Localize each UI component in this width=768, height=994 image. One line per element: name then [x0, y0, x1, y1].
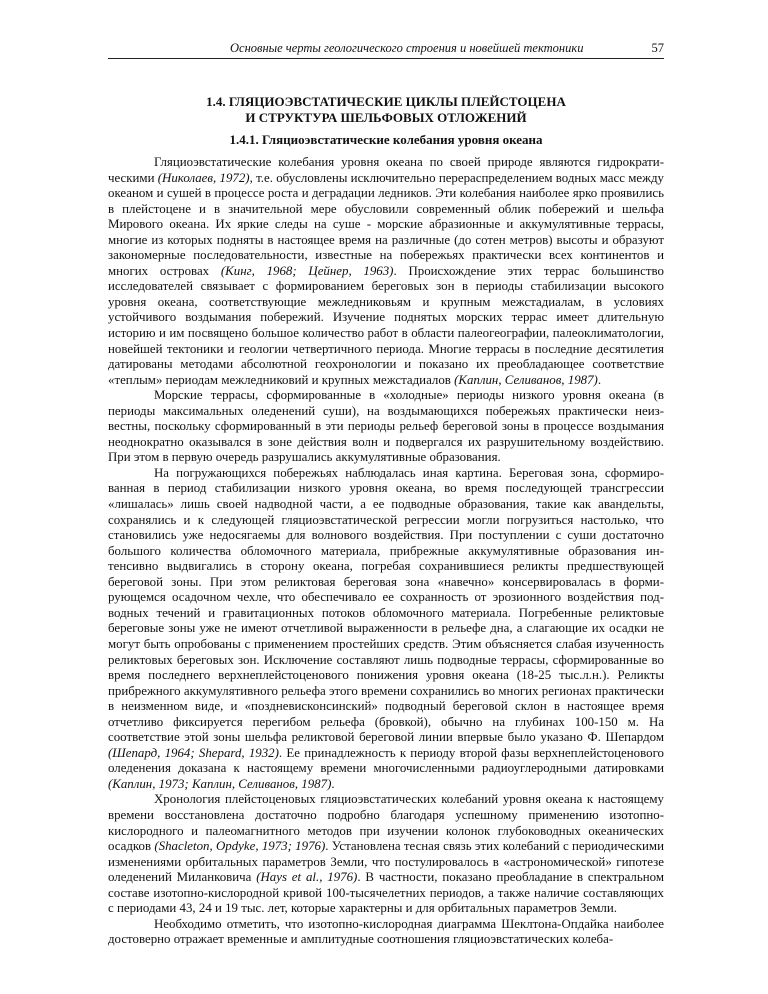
- citation: (Каплин, 1973; Каплин, Селиванов, 1987): [108, 776, 332, 791]
- text-run: Морские террасы, сформированные в «холодные» периоды низкого уровня океана (в периоды максимальных оледенений суши), на воздымающихся побережьях практически неизвестны, поскольку сформированный в эти периоды рельеф береговой зоны в процессе воздымания неоднократно оказывался в зоне действия волн и подвергался их разрушительному воздействию. При этом в первую очередь разрушались аккумулятивные образования.: [108, 388, 664, 465]
- text-run: . Происхождение этих террас большинство исследователей связывает с формированием береговых зон в периоды стабилизации высокого уровня океана, соответствующие межледниковьям и крупным межстадиалам, в условиях устойчивого воздымания побережий. Изучение поднятых морских террас имеет длительную историю и им посвящено большое количество работ в области палеогеографии, палеоклиматологии, новейшей тектоники и геологии четвертичного периода. Многие террасы в последние десятилетия датированы методами абсолютной геохронологии и показано их преобладающее соответствие «теплым» периодам межледниковий и крупных межстадиалов: [108, 263, 664, 387]
- paragraph: [108, 388, 664, 466]
- paragraph: [108, 792, 664, 916]
- paragraph: [108, 917, 664, 948]
- text-run: .: [331, 776, 335, 791]
- text-run: . В частности, показано преобладание в спектральном составе изотопно-кислородной кривой 100-тысячелетних периодов, а также наличие составляющих с периодами 43, 24 и 19 тыс. лет, которые характерны и для орбитальных параметров Земли.: [108, 870, 664, 916]
- section-title: [108, 94, 664, 126]
- page-number: 57: [651, 41, 664, 55]
- text-run: Необходимо отметить, что изотопно-кислородная диаграмма Шеклтона-Опдайка наиболее достоверно отражает временные и амплитудные соотношения гляциоэвстатических колеба-: [108, 916, 664, 947]
- section-title-line-1: 1.4. ГЛЯЦИОЭВСТАТИЧЕСКИЕ ЦИКЛЫ ПЛЕЙСТОЦЕНА: [206, 94, 566, 109]
- citation: (Николаев, 1972): [157, 170, 250, 185]
- body-text: [108, 155, 664, 948]
- text-run: , т.е. обусловлены исключительно перераспределением водных масс между океаном и сушей в процессе роста и деградации ледников. Эти колебания наиболее ярко проявились в плейстоцене и в значительной мере обусловили современный облик побережий и шельфа Мирового океана. Их яркие следы на суше - морские абразионные и аккумулятивные террасы, многие из которых подняты в настоящее время на различные (до сотен метров) высоты и образуют закономерные последовательности, известные на побережьях практически всех континентов и многих островах: [108, 170, 665, 278]
- text-run: .: [597, 372, 602, 387]
- text-run: . Установлена тесная связь этих колебаний с периодическими изменениями орбитальных параметров Земли, что постулировалось в «астрономической» гипотезе оледенений Миланковича: [108, 839, 664, 885]
- citation: (Кинг, 1968; Цейнер, 1963): [220, 263, 394, 278]
- text-run: Гляциоэвстатические колебания уровня океана по своей природе являются гидрократическими: [108, 155, 664, 185]
- citation: (Hays et al., 1976): [256, 870, 358, 885]
- citation: (Шепард, 1964; Shepard, 1932): [108, 745, 279, 760]
- running-title: Основные черты геологического строения и новейшей тектоники: [230, 41, 584, 55]
- paragraph: [108, 466, 664, 792]
- text-run: Хронология плейстоценовых гляциоэвстатических колебаний уровня океана к настоящему времени восстановлена достаточно подробно благодаря успешному применению изотопно-кислородного и палеомагнитного методов при изучении колонок глубоководных океанических осадков: [108, 792, 664, 854]
- running-header: [108, 40, 664, 59]
- section-title-line-2: И СТРУКТУРА ШЕЛЬФОВЫХ ОТЛОЖЕНИЙ: [245, 110, 527, 125]
- citation: (Shacleton, Opdyke, 1973; 1976): [154, 839, 326, 854]
- paragraph: [108, 155, 664, 388]
- text-run: . Ее принадлежность к периоду второй фазы верхнеплейстоценового оледенения доказана к настоящему времени многочисленными радиоуглеродными датировками: [108, 745, 664, 776]
- citation: (Каплин, Селиванов, 1987): [454, 372, 598, 387]
- text-run: На погружающихся побережьях наблюдалась иная картина. Береговая зона, сформированная в период стабилизации низкого уровня океана, во время последующей трансгрессии «лишалась» лишь своей надводной части, а ее подводные образования, такие как авандельты, сохранялись и к следующей гляциоэвстатической регрессии могли погрузиться настолько, что становились уже недосягаемы для волнового воздействия. При поступлении с суши достаточно большого количества обломочного материала, прибрежные аккумулятивные образования интенсивно выдвигались в сторону океана, погребая сохранившиеся реликты предшествующей береговой зоны. При этом реликтовая береговая зона «навечно» консервировалась в формирующемся осадочном чехле, что обеспечивало ее сохранность от эрозионного воздействия подводных течений и гравитационных потоков обломочного материала. Погребенные реликтовые береговые зоны уже не имеют отчетливой выраженности в рельефе дна, а слагающие их осадки не могут быть опробованы с применением простейших средств. Этим объясняется слабая изученность реликтовых береговых зон. Исключение составляют лишь подводные террасы, сформированные во время последнего верхнеплейстоценового понижения уровня океана (18-25 тыс.л.н.). Реликты прибрежного аккумулятивного рельефа этого времени сохранились во многих регионах практически в неизменном виде, и «поздневисконсинский» подводный береговой склон в настоящее время отчетливо фиксируется перегибом рельефа (бровкой), обычно на глубинах 100-150 м. На соответствие этой зоны шельфа реликтовой береговой линии впервые было указано Ф. Шепардом: [108, 465, 664, 745]
- subsection-title: 1.4.1. Гляциоэвстатические колебания уровня океана: [229, 132, 543, 147]
